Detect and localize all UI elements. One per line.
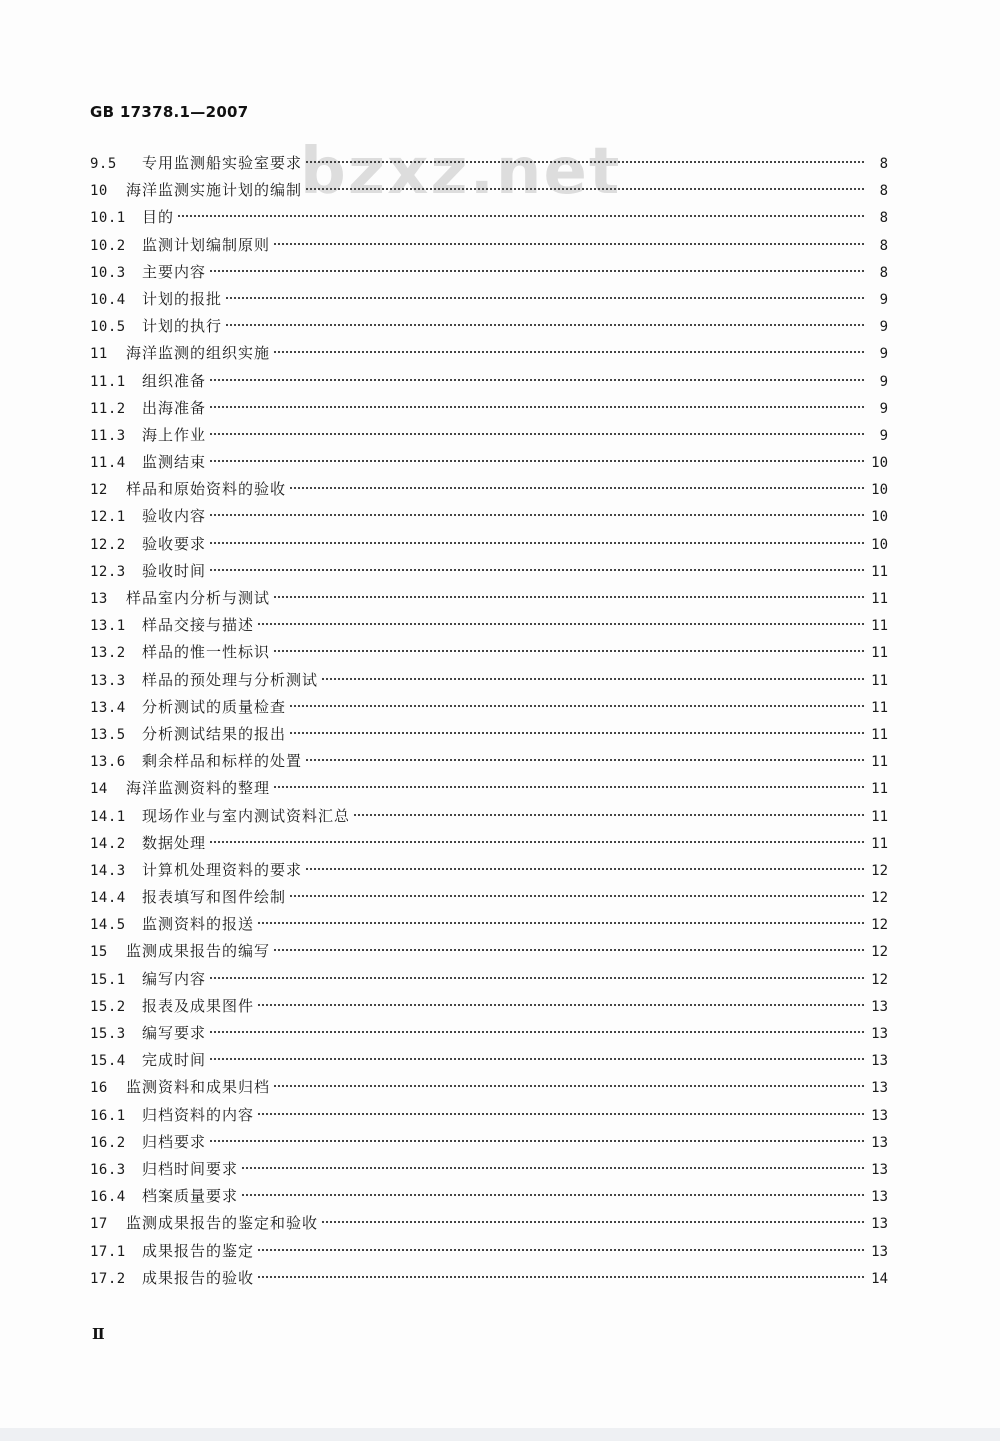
toc-entry-number: 13.3 — [90, 672, 126, 689]
toc-entry[interactable] — [90, 1074, 888, 1101]
toc-entry-number: 9.5 — [90, 156, 117, 172]
toc-entry[interactable] — [90, 204, 888, 231]
toc-leader-dots — [242, 1194, 864, 1196]
toc-entry-page: 13 — [871, 1080, 888, 1097]
toc-entry-title: 样品室内分析与测试 — [126, 589, 271, 607]
watermark-text: bzxz.net — [300, 135, 622, 209]
toc-entry-page: 11 — [871, 699, 888, 716]
toc-leader-dots — [258, 1004, 864, 1006]
toc-entry[interactable] — [90, 340, 888, 367]
toc-entry-page: 10 — [871, 509, 888, 526]
toc-entry-title: 报表填写和图件绘制 — [142, 888, 287, 907]
toc-entry[interactable] — [90, 585, 888, 612]
toc-leader-dots — [210, 1031, 864, 1033]
toc-entry-page: 14 — [871, 1270, 888, 1287]
toc-leader-dots — [210, 433, 864, 435]
toc-entry-page: 13 — [871, 1216, 888, 1233]
toc-entry-number: 17.2 — [90, 1270, 126, 1287]
toc-entry[interactable] — [90, 667, 888, 694]
toc-entry-number: 16.2 — [90, 1134, 126, 1151]
toc-entry[interactable] — [90, 1156, 888, 1183]
toc-entry[interactable] — [90, 911, 888, 938]
toc-entry-title: 监测结束 — [142, 453, 207, 472]
toc-leader-dots — [274, 351, 864, 353]
toc-entry-title: 归档资料的内容 — [142, 1105, 255, 1124]
toc-entry[interactable] — [90, 177, 888, 204]
toc-entry[interactable] — [90, 422, 888, 449]
toc-entry-page: 11 — [871, 835, 888, 852]
toc-entry-title: 计算机处理资料的要求 — [142, 860, 303, 879]
toc-entry-number: 14.3 — [90, 862, 126, 879]
toc-leader-dots — [306, 161, 864, 163]
toc-entry-title: 成果报告的鉴定 — [142, 1241, 255, 1260]
toc-leader-dots — [210, 542, 864, 544]
toc-entry-title: 现场作业与室内测试资料汇总 — [142, 806, 351, 825]
toc-entry-number: 16.4 — [90, 1189, 126, 1206]
toc-entry-number: 13.6 — [90, 754, 126, 771]
toc-entry-title: 监测资料的报送 — [142, 915, 255, 934]
toc-entry-page: 10 — [871, 455, 888, 472]
toc-entry-title: 计划的报批 — [142, 289, 223, 308]
toc-leader-dots — [354, 814, 864, 816]
toc-entry[interactable] — [90, 313, 888, 340]
toc-leader-dots — [274, 596, 864, 598]
toc-entry-title: 监测成果报告的编写 — [126, 942, 271, 961]
toc-leader-dots — [210, 379, 864, 381]
toc-entry-number: 12 — [90, 482, 108, 499]
toc-leader-dots — [210, 841, 864, 843]
toc-entry-page: 12 — [871, 862, 888, 879]
toc-entry-title: 完成时间 — [142, 1051, 207, 1070]
toc-entry-title: 验收要求 — [142, 534, 207, 553]
toc-entry-title: 分析测试结果的报出 — [142, 724, 287, 743]
toc-entry-number: 15.1 — [90, 971, 126, 988]
toc-entry-title: 样品的惟一性标识 — [142, 643, 271, 662]
toc-leader-dots — [290, 487, 864, 489]
toc-entry-number: 10.3 — [90, 264, 126, 281]
toc-entry[interactable] — [90, 1265, 888, 1292]
toc-entry-number: 13.1 — [90, 618, 126, 635]
toc-entry-number: 14.4 — [90, 890, 126, 907]
toc-entry[interactable] — [90, 449, 888, 476]
toc-entry-title: 剩余样品和标样的处置 — [142, 752, 303, 771]
toc-entry[interactable] — [90, 1238, 888, 1265]
toc-leader-dots — [274, 243, 864, 245]
toc-leader-dots — [290, 732, 864, 734]
toc-leader-dots — [210, 977, 864, 979]
toc-entry-number: 14.1 — [90, 808, 126, 825]
toc-leader-dots — [210, 406, 864, 408]
toc-leader-dots — [210, 270, 864, 272]
toc-leader-dots — [306, 759, 864, 761]
toc-entry[interactable] — [90, 938, 888, 965]
toc-entry-number: 11.2 — [90, 400, 126, 417]
toc-entry-number: 15 — [90, 944, 108, 961]
toc-leader-dots — [210, 514, 864, 516]
toc-entry-title: 成果报告的验收 — [142, 1268, 255, 1287]
toc-entry[interactable] — [90, 558, 888, 585]
toc-leader-dots — [322, 678, 864, 680]
toc-leader-dots — [210, 1140, 864, 1142]
toc-entry-number: 15.4 — [90, 1053, 126, 1070]
toc-entry-number: 10.4 — [90, 291, 126, 308]
toc-entry-page: 10 — [871, 482, 888, 499]
toc-entry[interactable] — [90, 476, 888, 503]
toc-entry[interactable] — [90, 503, 888, 530]
toc-entry[interactable] — [90, 259, 888, 286]
toc-entry-page: 12 — [871, 971, 888, 988]
toc-entry-number: 11 — [90, 346, 108, 363]
toc-entry-title: 样品的预处理与分析测试 — [142, 670, 319, 689]
table-of-contents — [90, 150, 888, 1292]
toc-leader-dots — [290, 705, 864, 707]
toc-entry[interactable] — [90, 748, 888, 775]
toc-entry-page: 13 — [871, 1243, 888, 1260]
toc-entry-title: 主要内容 — [142, 262, 207, 281]
toc-entry-page: 8 — [879, 237, 888, 254]
toc-entry-title: 归档要求 — [142, 1132, 207, 1151]
toc-entry-page: 12 — [871, 917, 888, 934]
toc-leader-dots — [306, 868, 864, 870]
toc-entry-title: 样品交接与描述 — [142, 616, 255, 635]
toc-entry[interactable] — [90, 775, 888, 802]
toc-entry-title: 专用监测船实验室要求 — [142, 154, 303, 172]
toc-entry-page: 9 — [879, 319, 888, 336]
toc-entry-number: 10.5 — [90, 319, 126, 336]
toc-entry[interactable] — [90, 830, 888, 857]
toc-entry-number: 16 — [90, 1080, 108, 1097]
standard-number: GB 17378.1—2007 — [90, 103, 249, 121]
toc-entry-page: 11 — [871, 618, 888, 635]
toc-leader-dots — [258, 1113, 864, 1115]
toc-entry-title: 分析测试的质量检查 — [142, 697, 287, 716]
toc-entry-title: 出海准备 — [142, 398, 207, 417]
toc-leader-dots — [226, 324, 864, 326]
toc-entry-number: 17 — [90, 1216, 108, 1233]
toc-entry[interactable] — [90, 1183, 888, 1210]
toc-entry[interactable] — [90, 1102, 888, 1129]
toc-leader-dots — [322, 1221, 864, 1223]
toc-entry-title: 归档时间要求 — [142, 1159, 239, 1178]
toc-leader-dots — [210, 460, 864, 462]
toc-entry-page: 13 — [871, 1026, 888, 1042]
toc-entry-number: 12.1 — [90, 509, 126, 526]
toc-entry[interactable] — [90, 694, 888, 721]
toc-entry[interactable] — [90, 1020, 888, 1047]
toc-entry-page: 12 — [871, 944, 888, 961]
toc-entry-page: 11 — [871, 672, 888, 689]
toc-entry-page: 11 — [871, 645, 888, 662]
toc-leader-dots — [242, 1167, 864, 1169]
toc-entry-number: 12.3 — [90, 563, 126, 580]
toc-entry-page: 13 — [871, 1161, 888, 1178]
toc-entry-title: 监测成果报告的鉴定和验收 — [126, 1214, 319, 1233]
toc-entry-number: 11.3 — [90, 427, 126, 444]
toc-entry-page: 9 — [879, 291, 888, 308]
toc-entry-number: 10.2 — [90, 237, 126, 254]
toc-entry[interactable] — [90, 857, 888, 884]
toc-entry[interactable] — [90, 884, 888, 911]
toc-entry-number: 12.2 — [90, 536, 126, 553]
toc-entry-number: 14 — [90, 781, 108, 798]
toc-entry-page: 11 — [871, 591, 888, 607]
toc-leader-dots — [274, 786, 864, 788]
toc-entry-page: 8 — [879, 183, 888, 200]
toc-entry[interactable] — [90, 395, 888, 422]
toc-entry-page: 9 — [879, 427, 888, 444]
toc-entry-number: 11.1 — [90, 373, 126, 390]
toc-leader-dots — [290, 895, 864, 897]
toc-entry-page: 8 — [879, 264, 888, 281]
toc-leader-dots — [274, 650, 864, 652]
toc-entry[interactable] — [90, 1129, 888, 1156]
toc-entry-title: 验收时间 — [142, 561, 207, 580]
toc-entry-page: 13 — [871, 998, 888, 1015]
toc-entry-title: 组织准备 — [142, 371, 207, 390]
toc-entry-page: 12 — [871, 890, 888, 907]
toc-leader-dots — [178, 215, 864, 217]
toc-entry-page: 9 — [879, 400, 888, 417]
toc-entry[interactable] — [90, 803, 888, 830]
toc-entry-number: 13 — [90, 591, 108, 607]
toc-entry-title: 编写要求 — [142, 1024, 207, 1042]
toc-entry-title: 海上作业 — [142, 425, 207, 444]
toc-entry-title: 目的 — [142, 208, 175, 227]
toc-entry-number: 10 — [90, 183, 108, 200]
toc-entry-page: 11 — [871, 781, 888, 798]
toc-entry[interactable] — [90, 531, 888, 558]
toc-entry-number: 13.5 — [90, 726, 126, 743]
toc-leader-dots — [258, 922, 864, 924]
toc-leader-dots — [226, 297, 864, 299]
toc-entry-number: 11.4 — [90, 455, 126, 472]
toc-entry-title: 样品和原始资料的验收 — [126, 480, 287, 499]
toc-entry-title: 海洋监测实施计划的编制 — [126, 181, 303, 200]
page-number: Ⅱ — [92, 1325, 105, 1343]
toc-entry-title: 监测计划编制原则 — [142, 235, 271, 254]
toc-entry-title: 海洋监测的组织实施 — [126, 344, 271, 363]
toc-entry-page: 9 — [879, 373, 888, 390]
toc-entry-number: 16.1 — [90, 1107, 126, 1124]
toc-entry-title: 数据处理 — [142, 833, 207, 852]
toc-entry[interactable] — [90, 612, 888, 639]
toc-entry-page: 8 — [879, 156, 888, 172]
toc-entry-page: 11 — [871, 563, 888, 580]
toc-entry-title: 档案质量要求 — [142, 1187, 239, 1206]
toc-entry-number: 13.4 — [90, 699, 126, 716]
toc-entry[interactable] — [90, 1210, 888, 1237]
toc-entry-page: 11 — [871, 808, 888, 825]
viewer-bottom-edge — [0, 1428, 1000, 1441]
toc-entry[interactable] — [90, 993, 888, 1020]
toc-entry-page: 13 — [871, 1053, 888, 1070]
toc-entry-page: 11 — [871, 754, 888, 771]
toc-entry-page: 13 — [871, 1107, 888, 1124]
toc-entry-number: 10.1 — [90, 210, 126, 227]
toc-leader-dots — [306, 188, 864, 190]
toc-entry[interactable] — [90, 966, 888, 993]
toc-entry-number: 15.3 — [90, 1026, 126, 1042]
toc-entry-title: 报表及成果图件 — [142, 996, 255, 1015]
toc-entry-title: 验收内容 — [142, 507, 207, 526]
toc-entry-page: 11 — [871, 726, 888, 743]
toc-leader-dots — [258, 1249, 864, 1251]
toc-leader-dots — [274, 949, 864, 951]
toc-entry-page: 8 — [879, 210, 888, 227]
toc-leader-dots — [210, 569, 864, 571]
toc-entry[interactable] — [90, 286, 888, 313]
toc-entry-page: 10 — [871, 536, 888, 553]
toc-entry-number: 13.2 — [90, 645, 126, 662]
toc-entry-page: 13 — [871, 1189, 888, 1206]
toc-entry-number: 17.1 — [90, 1243, 126, 1260]
toc-leader-dots — [210, 1058, 864, 1060]
toc-entry[interactable] — [90, 1047, 888, 1074]
toc-entry[interactable] — [90, 232, 888, 259]
toc-entry[interactable] — [90, 639, 888, 666]
toc-leader-dots — [258, 1276, 864, 1278]
toc-entry-number: 15.2 — [90, 998, 126, 1015]
toc-leader-dots — [258, 623, 864, 625]
toc-entry-title: 编写内容 — [142, 969, 207, 988]
toc-entry[interactable] — [90, 721, 888, 748]
toc-entry-number: 16.3 — [90, 1161, 126, 1178]
toc-entry-title: 监测资料和成果归档 — [126, 1078, 271, 1097]
toc-entry-page: 9 — [879, 346, 888, 363]
toc-entry-number: 14.2 — [90, 835, 126, 852]
toc-leader-dots — [274, 1085, 864, 1087]
toc-entry-page: 13 — [871, 1134, 888, 1151]
toc-entry-title: 计划的执行 — [142, 317, 223, 336]
toc-entry[interactable] — [90, 368, 888, 395]
toc-entry[interactable] — [90, 150, 888, 177]
toc-entry-number: 14.5 — [90, 917, 126, 934]
toc-entry-title: 海洋监测资料的整理 — [126, 779, 271, 798]
